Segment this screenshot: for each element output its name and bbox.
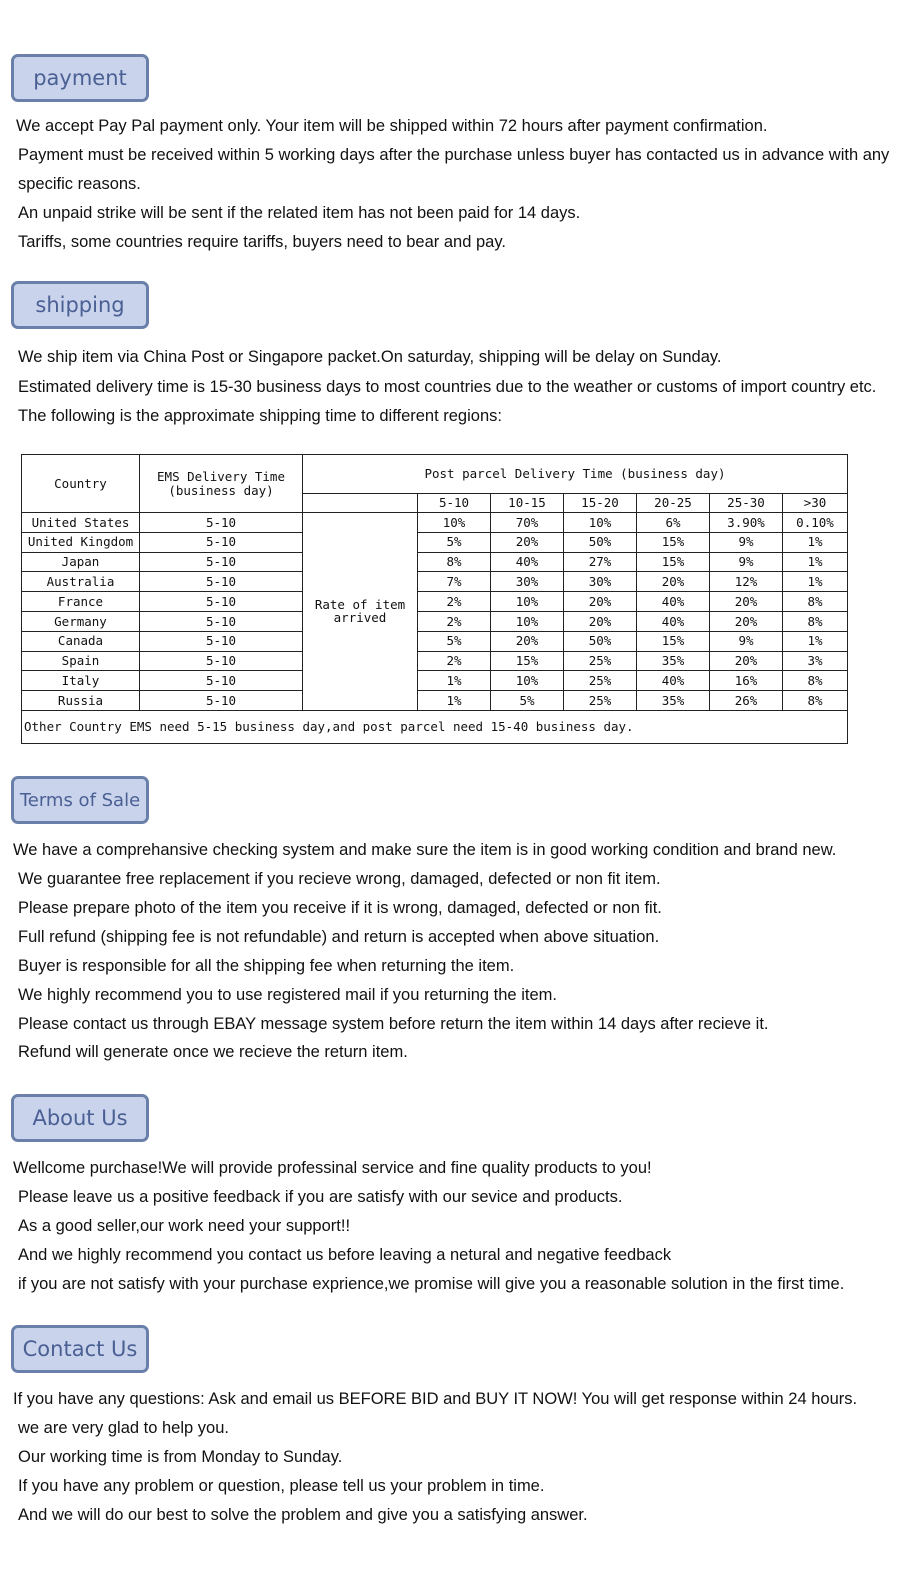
table-cell-rate: 5%	[418, 532, 491, 552]
table-row	[22, 631, 848, 651]
table-cell-rate: 20%	[491, 532, 564, 552]
table-cell-rate: 30%	[564, 572, 637, 592]
table-cell-rate: 10%	[491, 671, 564, 691]
terms-line-4: Full refund (shipping fee is not refundable) and return is accepted when above situation.	[18, 928, 660, 946]
about-line-4: And we highly recommend you contact us before leaving a netural and negative feedback	[18, 1246, 672, 1264]
table-cell-rate: 1%	[783, 532, 848, 552]
table-range-cell: >30	[783, 494, 848, 513]
contact-line-3: Our working time is from Monday to Sunday.	[18, 1448, 343, 1466]
table-cell-rate: 40%	[637, 611, 710, 631]
table-cell-rate: 15%	[637, 631, 710, 651]
table-range-cell: 20-25	[637, 494, 710, 513]
table-cell-rate: 1%	[783, 552, 848, 572]
table-cell-rate: 8%	[783, 671, 848, 691]
shipping-line-1: We ship item via China Post or Singapore packet.On saturday, shipping will be delay on Sunday.	[18, 348, 722, 366]
table-range-cell: 5-10	[418, 494, 491, 513]
terms-line-5: Buyer is responsible for all the shipping fee when returning the item.	[18, 957, 515, 975]
shipping-time-table	[21, 454, 848, 744]
about-line-1: Wellcome purchase!We will provide professinal service and fine quality products to you!	[13, 1159, 652, 1177]
table-cell-rate: 1%	[418, 671, 491, 691]
table-row	[22, 592, 848, 612]
table-cell-rate: 20%	[564, 592, 637, 612]
table-cell-rate: 25%	[564, 651, 637, 671]
table-row	[22, 691, 848, 711]
table-cell-rate: 20%	[564, 611, 637, 631]
table-cell-ems: 5-10	[140, 691, 303, 711]
table-cell-rate: 3.90%	[710, 513, 783, 533]
table-row	[22, 651, 848, 671]
table-cell-rate: 12%	[710, 572, 783, 592]
contact-section-header: Contact Us	[11, 1325, 149, 1373]
table-cell-rate: 8%	[783, 592, 848, 612]
table-cell-country: Spain	[22, 651, 140, 671]
table-cell-rate: 40%	[491, 552, 564, 572]
table-row	[22, 532, 848, 552]
table-cell-rate: 40%	[637, 671, 710, 691]
table-cell-rate: 26%	[710, 691, 783, 711]
table-cell-rate: 25%	[564, 691, 637, 711]
table-cell-rate: 5%	[418, 631, 491, 651]
table-cell-country: Italy	[22, 671, 140, 691]
table-cell-rate: 8%	[783, 611, 848, 631]
payment-line-1: We accept Pay Pal payment only. Your item will be shipped within 72 hours after payment confirmation.	[16, 117, 768, 135]
payment-section-header: payment	[11, 54, 149, 102]
table-cell-rate: 2%	[418, 611, 491, 631]
table-cell-rate: 3%	[783, 651, 848, 671]
table-cell-rate: 35%	[637, 691, 710, 711]
table-cell-country: Russia	[22, 691, 140, 711]
about-section-header: About Us	[11, 1094, 149, 1142]
table-cell-ems: 5-10	[140, 513, 303, 533]
table-cell-rate: 50%	[564, 631, 637, 651]
table-cell-rate: 35%	[637, 651, 710, 671]
table-row	[22, 611, 848, 631]
table-cell-rate: 70%	[491, 513, 564, 533]
contact-line-5: And we will do our best to solve the problem and give you a satisfying answer.	[18, 1506, 588, 1524]
table-cell-country: Canada	[22, 631, 140, 651]
table-range-blank	[303, 494, 418, 513]
table-cell-rate: 40%	[637, 592, 710, 612]
table-cell-rate: 25%	[564, 671, 637, 691]
contact-line-2: we are very glad to help you.	[18, 1419, 229, 1437]
table-row	[22, 572, 848, 592]
table-cell-ems: 5-10	[140, 611, 303, 631]
table-range-cell: 15-20	[564, 494, 637, 513]
contact-line-1: If you have any questions: Ask and email us BEFORE BID and BUY IT NOW! You will get response within 24 hours.	[13, 1390, 858, 1408]
about-line-5: if you are not satisfy with your purchase exprience,we promise will give you a reasonable solution in the first time.	[18, 1275, 845, 1293]
table-cell-rate: 8%	[783, 691, 848, 711]
shipping-line-2: Estimated delivery time is 15-30 business days to most countries due to the weather or customs of import country etc.	[18, 378, 877, 396]
table-cell-rate: 15%	[637, 552, 710, 572]
payment-line-2: Payment must be received within 5 working days after the purchase unless buyer has contacted us in advance with any	[18, 146, 890, 164]
table-cell-rate: 20%	[637, 572, 710, 592]
table-cell-rate: 20%	[710, 651, 783, 671]
table-cell-rate: 2%	[418, 592, 491, 612]
terms-line-2: We guarantee free replacement if you recieve wrong, damaged, defected or non fit item.	[18, 870, 661, 888]
table-cell-rate: 8%	[418, 552, 491, 572]
table-cell-rate: 10%	[564, 513, 637, 533]
about-line-2: Please leave us a positive feedback if you are satisfy with our sevice and products.	[18, 1188, 623, 1206]
table-cell-country: France	[22, 592, 140, 612]
terms-line-8: Refund will generate once we recieve the return item.	[18, 1043, 408, 1061]
table-cell-rate: 9%	[710, 631, 783, 651]
table-cell-rate: 0.10%	[783, 513, 848, 533]
table-cell-rate: 10%	[491, 592, 564, 612]
table-cell-rate: 2%	[418, 651, 491, 671]
table-cell-ems: 5-10	[140, 552, 303, 572]
terms-line-3: Please prepare photo of the item you receive if it is wrong, damaged, defected or non fit.	[18, 899, 662, 917]
table-footer-note: Other Country EMS need 5-15 business day,and post parcel need 15-40 business day.	[22, 710, 848, 743]
payment-line-4: An unpaid strike will be sent if the related item has not been paid for 14 days.	[18, 204, 581, 222]
table-cell-ems: 5-10	[140, 592, 303, 612]
about-line-3: As a good seller,our work need your support!!	[18, 1217, 351, 1235]
shipping-line-3: The following is the approximate shipping time to different regions:	[18, 407, 502, 425]
table-cell-country: United Kingdom	[22, 532, 140, 552]
table-cell-rate: 9%	[710, 552, 783, 572]
table-cell-rate: 50%	[564, 532, 637, 552]
table-cell-country: Japan	[22, 552, 140, 572]
table-cell-rate: 5%	[491, 691, 564, 711]
table-cell-country: Australia	[22, 572, 140, 592]
table-cell-rate: 1%	[783, 572, 848, 592]
table-cell-rate: 27%	[564, 552, 637, 572]
table-cell-rate: 16%	[710, 671, 783, 691]
table-cell-rate: 6%	[637, 513, 710, 533]
table-cell-rate: 10%	[491, 611, 564, 631]
table-cell-rate: 9%	[710, 532, 783, 552]
table-cell-ems: 5-10	[140, 651, 303, 671]
terms-line-6: We highly recommend you to use registered mail if you returning the item.	[18, 986, 557, 1004]
table-cell-ems: 5-10	[140, 572, 303, 592]
table-cell-rate: 1%	[418, 691, 491, 711]
table-cell-ems: 5-10	[140, 631, 303, 651]
table-cell-rate: 20%	[710, 611, 783, 631]
terms-line-1: We have a comprehansive checking system and make sure the item is in good working condition and brand new.	[13, 841, 837, 859]
table-header-post-parcel: Post parcel Delivery Time (business day)	[303, 455, 848, 494]
terms-line-7: Please contact us through EBAY message system before return the item within 14 days after recieve it.	[18, 1015, 769, 1033]
table-cell-ems: 5-10	[140, 532, 303, 552]
shipping-section-header: shipping	[11, 281, 149, 329]
table-cell-country: Germany	[22, 611, 140, 631]
table-cell-rate: 20%	[710, 592, 783, 612]
table-row	[22, 552, 848, 572]
table-header-country: Country	[22, 455, 140, 513]
table-cell-rate: 10%	[418, 513, 491, 533]
payment-line-3: specific reasons.	[18, 175, 141, 193]
payment-line-5: Tariffs, some countries require tariffs, buyers need to bear and pay.	[18, 233, 506, 251]
table-cell-rate: 20%	[491, 631, 564, 651]
table-cell-rate: 1%	[783, 631, 848, 651]
table-range-cell: 10-15	[491, 494, 564, 513]
table-cell-country: United States	[22, 513, 140, 533]
terms-section-header: Terms of Sale	[11, 776, 149, 824]
table-header-ems: EMS Delivery Time (business day)	[140, 455, 303, 513]
table-cell-rate: 7%	[418, 572, 491, 592]
table-row	[22, 671, 848, 691]
table-cell-rate: 15%	[491, 651, 564, 671]
table-cell-rate: 30%	[491, 572, 564, 592]
table-cell-ems: 5-10	[140, 671, 303, 691]
table-cell-rate-note: Rate of item arrived	[303, 513, 418, 711]
table-row	[22, 513, 848, 533]
contact-line-4: If you have any problem or question, please tell us your problem in time.	[18, 1477, 545, 1495]
table-range-cell: 25-30	[710, 494, 783, 513]
table-cell-rate: 15%	[637, 532, 710, 552]
